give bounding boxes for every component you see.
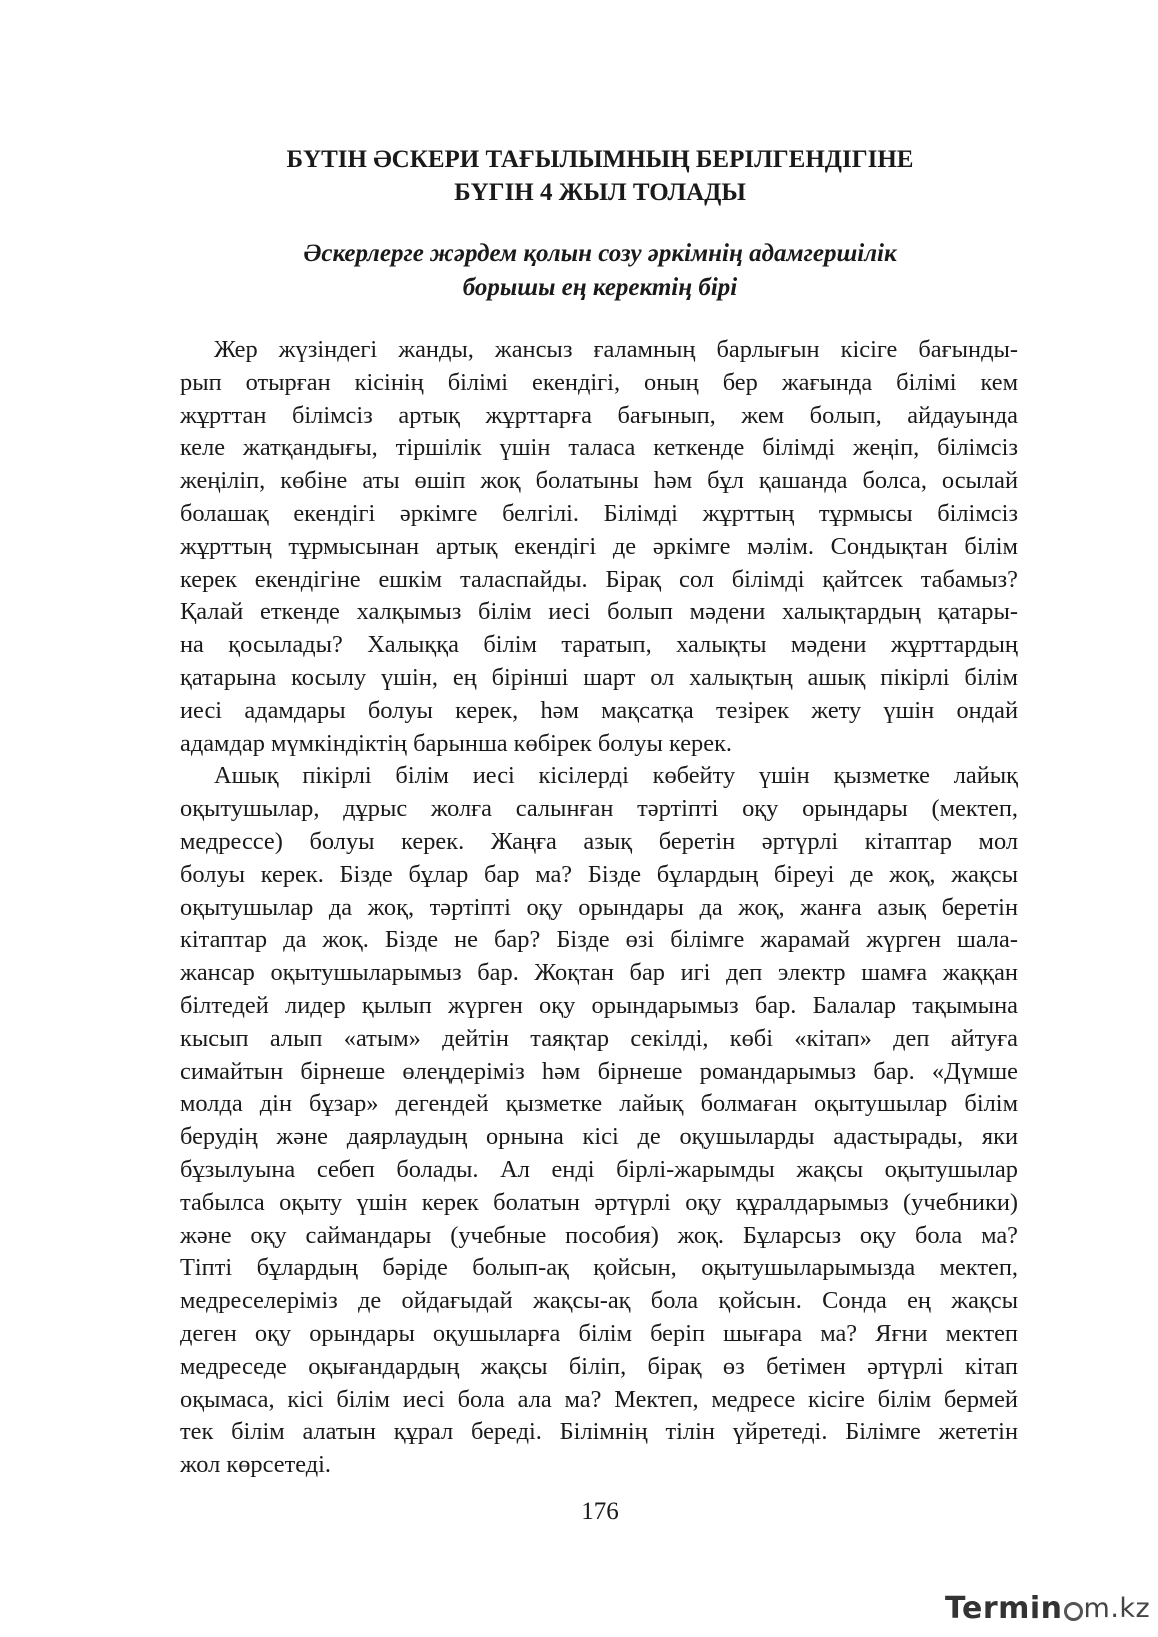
title-line-2: БҮГІН 4 ЖЫЛ ТОЛАДЫ xyxy=(454,179,746,206)
body-text-line: Ашық пікірлі білім иесі кісілерді көбейту үшін қызметке лайық xyxy=(214,762,1018,790)
body-text-line: медрессе) болуы керек. Жаңға азық беретін әртүрлі кітаптар мол xyxy=(180,827,1018,855)
page-number: 176 xyxy=(581,1498,619,1525)
title-line-1: БҮТІН ӘСКЕРИ ТАҒЫЛЫМНЫҢ БЕРІЛГЕНДІГІНЕ xyxy=(286,146,914,173)
body-text-line: білтедей лидер қылып жүрген оқу орындарымыз бар. Балалар тақымына xyxy=(180,991,1018,1019)
body-text-line: келе жатқандығы, тіршілік үшін таласа кеткенде білімді жеңіп, білімсіз xyxy=(180,434,1018,462)
body-text-line: иесі адамдары болуы керек, һәм мақсатқа тезірек жету үшін ондай xyxy=(180,696,1018,724)
article-subtitle xyxy=(180,237,1020,305)
body-text-line: қатарына косылу үшін, ең бірінші шарт ол халықтың ашық пікірлі білім xyxy=(180,663,1018,691)
body-text-line: берудің және даярлаудың орнына кісі де оқушыларды адастырады, яки xyxy=(180,1123,1018,1151)
site-watermark-logo xyxy=(945,1590,1150,1626)
body-paragraph xyxy=(180,334,1018,760)
body-text-line: керек екендігіне ешкім таласпайды. Бірақ сол білімді қайтсек табамыз? xyxy=(180,565,1018,593)
body-text-line: молда дін бұзар» дегендей қызметке лайық болмаған оқытушылар білім xyxy=(180,1090,1018,1118)
body-paragraph xyxy=(180,760,1018,1482)
article-title xyxy=(180,143,1020,209)
body-text-line: және оқу саймандары (учебные пособия) жоқ. Бұларсыз оқу бола ма? xyxy=(180,1221,1018,1249)
body-text-line: медреседе оқығандардың жақсы біліп, бірақ өз бетімен әртүрлі кітап xyxy=(180,1352,1018,1380)
article-body xyxy=(180,334,1018,1482)
body-text-line: жансар оқытушыларымыз бар. Жоқтан бар игі деп электр шамға жаққан xyxy=(180,959,1018,987)
body-text-line: оқымаса, кісі білім иесі бола ала ма? Мектеп, медресе кісіге білім бермей xyxy=(180,1385,1018,1413)
body-text-line: оқытушылар, дұрыс жолға салынған тәртіпті оқу орындары (мектеп, xyxy=(180,795,1018,823)
body-text-line: на қосылады? Халыққа білім таратып, халықты мәдени жұрттардың xyxy=(180,631,1018,659)
body-text-line: болуы керек. Бізде бұлар бар ма? Бізде бұлардың біреуі де жоқ, жақсы xyxy=(180,860,1018,888)
watermark-circle-icon xyxy=(1064,1602,1083,1621)
body-text-line: оқытушылар да жоқ, тәртіпті оқу орындары да жоқ, жанға азық беретін xyxy=(180,893,1018,921)
body-text-line: рып отырған кісінің білімі екендігі, оның бер жағында білімі кем xyxy=(180,368,1018,396)
body-text-line: жол көрсетеді. xyxy=(180,1451,332,1479)
body-text-line: деген оқу орындары оқушыларға білім беріп шығара ма? Яғни мектеп xyxy=(180,1319,1018,1347)
body-text-line: табылса оқыту үшін керек болатын әртүрлі оқу құралдарымыз (учебники) xyxy=(180,1188,1018,1216)
body-text-line: бұзылуына себеп болады. Ал енді бірлі-жарымды жақсы оқытушылар xyxy=(180,1155,1018,1183)
body-text-line: тек білім алатын құрал береді. Білімнің тілін үйретеді. Білімге жететін xyxy=(180,1418,1018,1446)
body-text-line: кітаптар да жоқ. Бізде не бар? Бізде өзі білімге жарамай жүрген шала- xyxy=(180,926,1018,954)
subtitle-line-1: Әскерлерге жәрдем қолын созу әркімнің адамгершілік xyxy=(303,240,897,267)
body-text-line: жұрттан білімсіз артық жұрттарға бағынып, жем болып, айдауында xyxy=(180,401,1018,429)
body-text-line: Қалай еткенде халқымыз білім иесі болып мәдени халықтардың қатары- xyxy=(180,598,1018,626)
body-text-line: кысып алып «атым» дейтін таяқтар секілді, көбі «кітап» деп айтуға xyxy=(180,1024,1018,1052)
watermark-text-end: m.kz xyxy=(1083,1592,1151,1624)
body-text-line: Жер жүзіндегі жанды, жансыз ғаламның барлығын кісіге бағынды- xyxy=(214,336,1018,363)
body-text-line: Тіпті бұлардың бәріде болып-ақ қойсын, оқытушыларымызда мектеп, xyxy=(180,1254,1018,1282)
subtitle-line-2: борышы ең керектің бірі xyxy=(462,274,738,301)
body-text-line: жеңіліп, көбіне аты өшіп жоқ болатыны һәм бұл қашанда болса, осылай xyxy=(180,467,1018,495)
body-text-line: болашақ екендігі әркімге белгілі. Білімді жұрттың тұрмысы білімсіз xyxy=(180,499,1018,527)
body-text-line: симайтын бірнеше өлеңдеріміз һәм бірнеше романдарымыз бар. «Дүмше xyxy=(180,1057,1018,1085)
watermark-text-start: Termin xyxy=(945,1590,1063,1626)
body-text-line: жұрттың тұрмысынан артық екендігі де әркімге мәлім. Сондықтан білім xyxy=(180,532,1018,560)
body-text-line: адамдар мүмкіндіктің барынша көбірек болуы керек. xyxy=(180,729,733,757)
body-text-line: медреселеріміз де ойдағыдай жақсы-ақ бола қойсын. Сонда ең жақсы xyxy=(180,1287,1018,1315)
